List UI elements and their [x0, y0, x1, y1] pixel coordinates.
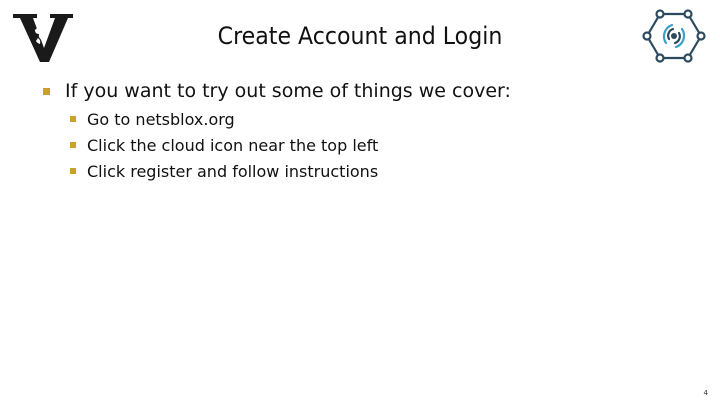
sub-bullet-marker-icon [70, 142, 76, 148]
sub-bullet-item [70, 158, 680, 184]
sub-bullet-item [70, 106, 680, 132]
netsblox-logo [640, 8, 708, 64]
sub-bullet-marker-icon [70, 116, 76, 122]
sub-bullet-text: Go to netsblox.org [87, 109, 235, 129]
sub-bullet-marker-icon [70, 168, 76, 174]
sub-bullet-text: Click register and follow instructions [87, 161, 379, 181]
sub-bullet-item [70, 132, 680, 158]
bullet-list [40, 76, 680, 184]
bullet-item [40, 76, 680, 106]
slide-title: Create Account and Login [217, 22, 503, 50]
vanderbilt-v-logo [13, 12, 75, 64]
bullet-text: If you want to try out some of things we cover: [65, 80, 511, 102]
sub-bullet-text: Click the cloud icon near the top left [87, 135, 379, 155]
bullet-marker-icon [43, 88, 50, 95]
page-number: 4 [703, 389, 708, 397]
